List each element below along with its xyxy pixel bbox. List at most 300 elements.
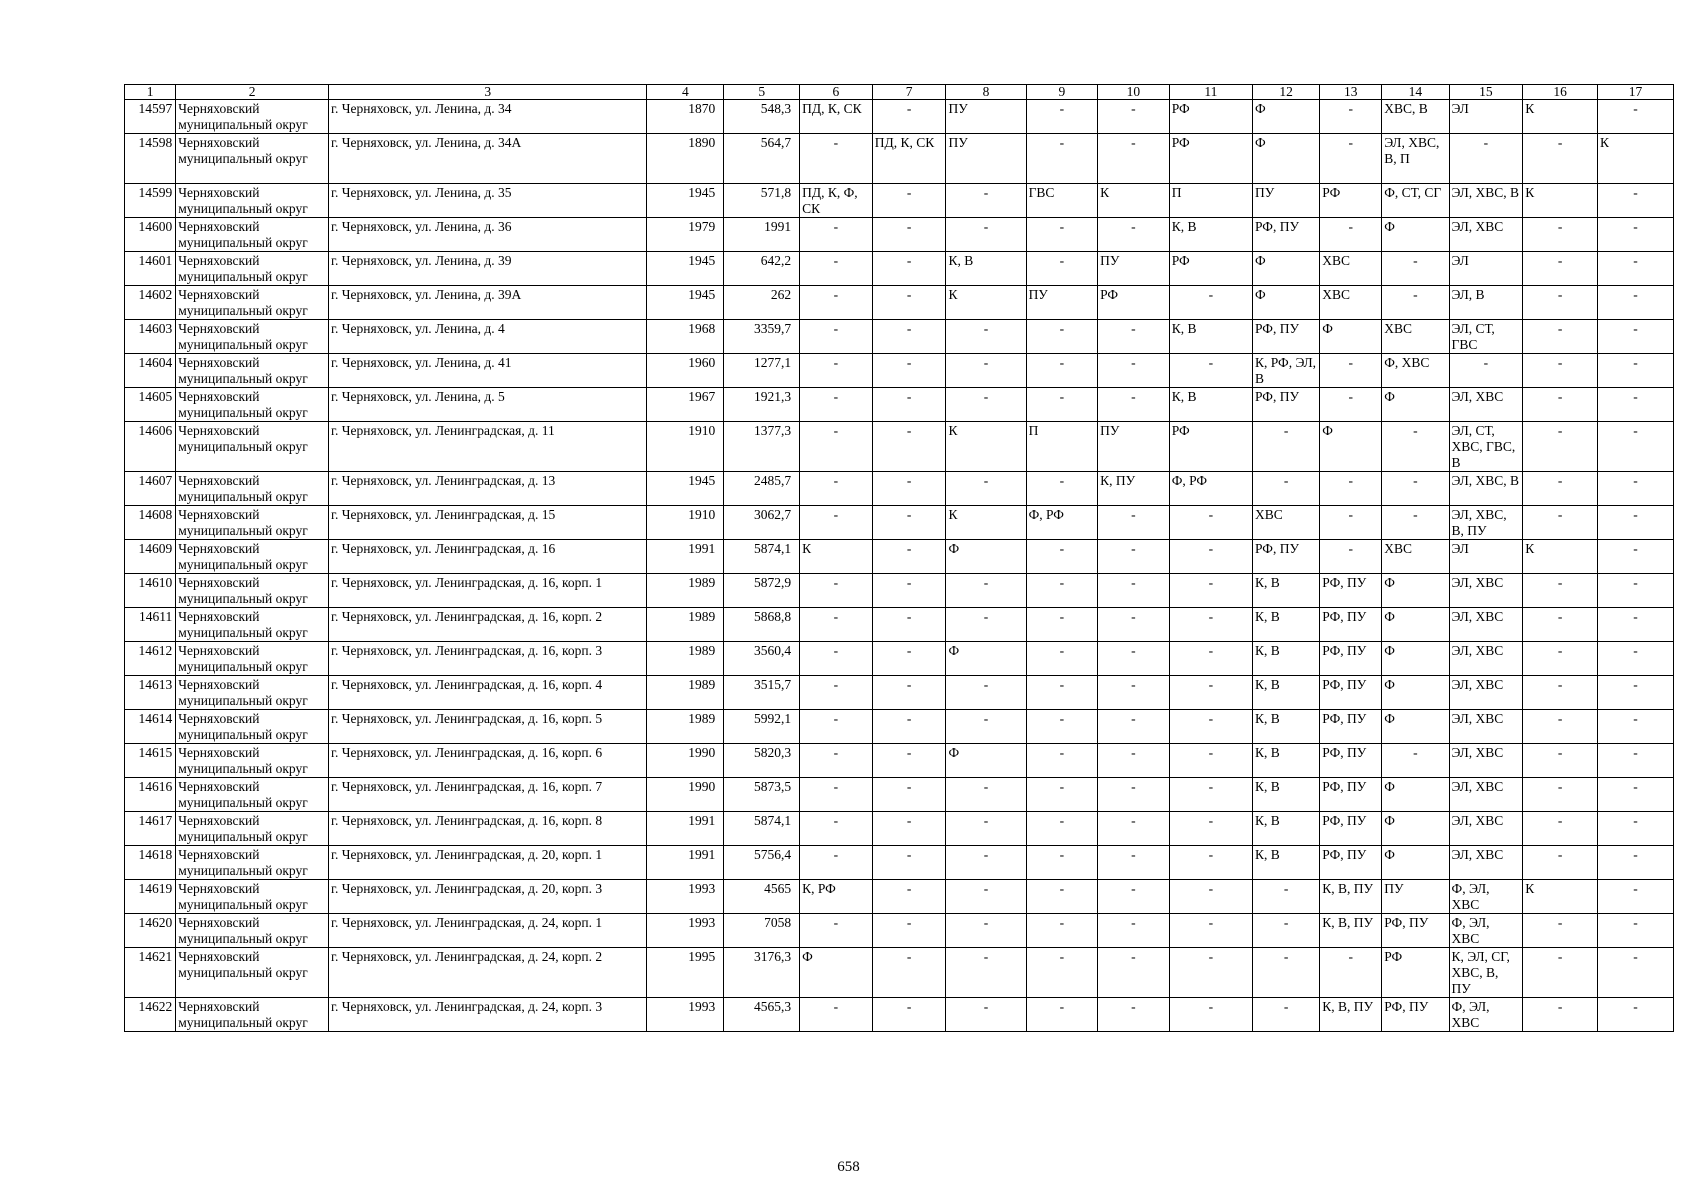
table-cell: - — [946, 846, 1026, 880]
table-cell: - — [800, 134, 873, 184]
table-cell: Черняховский муниципальный округ — [176, 846, 329, 880]
table-cell: - — [1523, 710, 1598, 744]
table-cell: К — [946, 422, 1026, 472]
table-cell: К, В — [1253, 608, 1320, 642]
table-cell: - — [1320, 506, 1382, 540]
table-cell: 5873,5 — [724, 778, 800, 812]
table-cell: Ф — [1382, 676, 1449, 710]
table-cell: - — [1026, 134, 1098, 184]
table-cell: Ф — [1382, 388, 1449, 422]
table-cell: Черняховский муниципальный округ — [176, 100, 329, 134]
table-cell: - — [1098, 134, 1170, 184]
table-cell: К, В — [1169, 388, 1252, 422]
table-cell: - — [872, 218, 946, 252]
table-cell: - — [1523, 846, 1598, 880]
table-cell: К, В — [1169, 218, 1252, 252]
table-cell: - — [1169, 948, 1252, 998]
table-cell: П — [1026, 422, 1098, 472]
table-cell: ХВС — [1382, 540, 1449, 574]
table-cell: - — [1320, 540, 1382, 574]
table-cell: - — [872, 100, 946, 134]
table-cell: - — [1169, 812, 1252, 846]
table-cell: - — [1253, 422, 1320, 472]
table-cell: Черняховский муниципальный округ — [176, 676, 329, 710]
table-cell: РФ — [1169, 134, 1252, 184]
table-cell: - — [800, 320, 873, 354]
table-cell: - — [946, 676, 1026, 710]
table-row — [125, 574, 1674, 608]
table-cell: Черняховский муниципальный округ — [176, 914, 329, 948]
table-cell: 7058 — [724, 914, 800, 948]
table-cell: 1991 — [647, 846, 724, 880]
table-cell: - — [1523, 354, 1598, 388]
table-cell: Ф — [1253, 286, 1320, 320]
table-cell: - — [1523, 422, 1598, 472]
table-cell: - — [1169, 354, 1252, 388]
table-cell: - — [1026, 320, 1098, 354]
table-cell: Ф — [1320, 320, 1382, 354]
table-cell: Ф, ЭЛ, ХВС — [1449, 998, 1523, 1032]
table-cell: - — [872, 506, 946, 540]
table-cell: - — [1598, 778, 1674, 812]
table-cell: 14616 — [125, 778, 176, 812]
table-cell: ПД, К, Ф, СК — [800, 184, 873, 218]
table-cell: 14619 — [125, 880, 176, 914]
table-cell: - — [1382, 506, 1449, 540]
table-cell: ЭЛ, ХВС — [1449, 710, 1523, 744]
table-cell: - — [1098, 320, 1170, 354]
table-cell: - — [1098, 744, 1170, 778]
table-cell: - — [1598, 948, 1674, 998]
table-cell: Черняховский муниципальный округ — [176, 388, 329, 422]
table-cell: Ф, РФ — [1169, 472, 1252, 506]
table-cell: К, В — [1253, 812, 1320, 846]
table-cell: - — [1320, 354, 1382, 388]
table-cell: - — [872, 608, 946, 642]
column-header-17: 17 — [1598, 85, 1674, 100]
table-cell: - — [946, 218, 1026, 252]
table-cell: - — [1598, 744, 1674, 778]
table-cell: 14610 — [125, 574, 176, 608]
table-cell: - — [1598, 218, 1674, 252]
table-cell: - — [1026, 354, 1098, 388]
table-cell: ЭЛ, ХВС — [1449, 812, 1523, 846]
table-cell: К — [1523, 100, 1598, 134]
table-cell: К, ПУ — [1098, 472, 1170, 506]
table-cell: Ф — [1382, 812, 1449, 846]
table-cell: 14617 — [125, 812, 176, 846]
table-cell: - — [1253, 948, 1320, 998]
table-cell: г. Черняховск, ул. Ленина, д. 39 — [329, 252, 647, 286]
table-cell: РФ, ПУ — [1320, 608, 1382, 642]
table-cell: - — [872, 540, 946, 574]
table-cell: г. Черняховск, ул. Ленина, д. 34 — [329, 100, 647, 134]
table-cell: - — [1523, 472, 1598, 506]
table-cell: Ф, ХВС — [1382, 354, 1449, 388]
table-cell: Черняховский муниципальный округ — [176, 778, 329, 812]
table-cell: - — [800, 252, 873, 286]
table-cell: 5756,4 — [724, 846, 800, 880]
table-cell: РФ, ПУ — [1382, 914, 1449, 948]
table-cell: РФ, ПУ — [1320, 846, 1382, 880]
table-cell: - — [1169, 642, 1252, 676]
table-cell: 3515,7 — [724, 676, 800, 710]
column-header-2: 2 — [176, 85, 329, 100]
table-cell: Черняховский муниципальный округ — [176, 998, 329, 1032]
table-cell: - — [1169, 914, 1252, 948]
table-cell: Черняховский муниципальный округ — [176, 608, 329, 642]
table-cell: РФ, ПУ — [1320, 676, 1382, 710]
table-cell: РФ — [1169, 252, 1252, 286]
table-cell: - — [946, 880, 1026, 914]
table-cell: - — [1026, 574, 1098, 608]
table-cell: ЭЛ, ХВС — [1449, 642, 1523, 676]
table-cell: - — [1320, 100, 1382, 134]
table-cell: Ф — [1253, 252, 1320, 286]
table-cell: 1989 — [647, 710, 724, 744]
table-cell: - — [1026, 676, 1098, 710]
table-row — [125, 608, 1674, 642]
table-cell: - — [1320, 134, 1382, 184]
table-cell: - — [1253, 914, 1320, 948]
table-row — [125, 540, 1674, 574]
table-cell: 1989 — [647, 574, 724, 608]
table-cell: 14607 — [125, 472, 176, 506]
table-cell: - — [800, 744, 873, 778]
table-cell: г. Черняховск, ул. Ленинградская, д. 16, корп. 8 — [329, 812, 647, 846]
table-cell: К — [1523, 184, 1598, 218]
table-cell: - — [1598, 286, 1674, 320]
table-cell: - — [1382, 252, 1449, 286]
table-cell: ЭЛ, ХВС, В — [1449, 472, 1523, 506]
table-cell: 1989 — [647, 642, 724, 676]
table-body — [125, 85, 1674, 1032]
table-cell: РФ, ПУ — [1253, 218, 1320, 252]
table-cell: - — [1523, 252, 1598, 286]
table-cell: г. Черняховск, ул. Ленинградская, д. 20, корп. 3 — [329, 880, 647, 914]
table-cell: - — [1253, 472, 1320, 506]
table-cell: - — [1523, 998, 1598, 1032]
table-cell: - — [800, 422, 873, 472]
table-cell: г. Черняховск, ул. Ленинградская, д. 20, корп. 1 — [329, 846, 647, 880]
table-cell: - — [1523, 948, 1598, 998]
table-cell: - — [1523, 388, 1598, 422]
table-cell: ЭЛ, ХВС — [1449, 676, 1523, 710]
table-cell: 1870 — [647, 100, 724, 134]
table-cell: - — [1382, 286, 1449, 320]
table-cell: РФ, ПУ — [1253, 388, 1320, 422]
table-cell: г. Черняховск, ул. Ленинградская, д. 24, корп. 1 — [329, 914, 647, 948]
table-cell: ЭЛ, СТ, ГВС — [1449, 320, 1523, 354]
table-cell: 1377,3 — [724, 422, 800, 472]
table-cell: РФ, ПУ — [1320, 744, 1382, 778]
table-cell: - — [1523, 914, 1598, 948]
table-cell: г. Черняховск, ул. Ленинградская, д. 24, корп. 3 — [329, 998, 647, 1032]
table-row — [125, 676, 1674, 710]
table-cell: 1968 — [647, 320, 724, 354]
table-cell: 1989 — [647, 608, 724, 642]
table-cell: - — [1523, 320, 1598, 354]
table-row — [125, 472, 1674, 506]
table-cell: ХВС — [1382, 320, 1449, 354]
table-cell: РФ, ПУ — [1320, 574, 1382, 608]
table-cell: - — [1598, 914, 1674, 948]
table-cell: - — [1598, 100, 1674, 134]
table-cell: 14604 — [125, 354, 176, 388]
table-cell: - — [1026, 608, 1098, 642]
table-cell: 14609 — [125, 540, 176, 574]
table-cell: 5872,9 — [724, 574, 800, 608]
table-cell: К, В — [1253, 574, 1320, 608]
table-cell: Черняховский муниципальный округ — [176, 422, 329, 472]
table-cell: - — [1098, 998, 1170, 1032]
table-row — [125, 642, 1674, 676]
table-cell: г. Черняховск, ул. Ленинградская, д. 16, корп. 6 — [329, 744, 647, 778]
table-cell: - — [1169, 540, 1252, 574]
table-cell: - — [1253, 998, 1320, 1032]
table-cell: РФ, ПУ — [1320, 710, 1382, 744]
table-cell: ЭЛ, ХВС — [1449, 608, 1523, 642]
table-cell: - — [1382, 422, 1449, 472]
table-cell: - — [800, 574, 873, 608]
table-cell: - — [872, 846, 946, 880]
table-cell: - — [800, 846, 873, 880]
table-row — [125, 744, 1674, 778]
table-cell: 1945 — [647, 472, 724, 506]
table-cell: РФ — [1382, 948, 1449, 998]
table-cell: РФ, ПУ — [1320, 642, 1382, 676]
table-cell: - — [1169, 998, 1252, 1032]
table-cell: 642,2 — [724, 252, 800, 286]
table-cell: 3062,7 — [724, 506, 800, 540]
table-cell: Черняховский муниципальный округ — [176, 218, 329, 252]
table-cell: 14600 — [125, 218, 176, 252]
table-cell: РФ — [1169, 100, 1252, 134]
table-cell: ПУ — [1382, 880, 1449, 914]
table-cell: Ф — [1382, 218, 1449, 252]
table-cell: г. Черняховск, ул. Ленинградская, д. 13 — [329, 472, 647, 506]
page-number: 658 — [837, 1159, 860, 1175]
table-cell: К, РФ, ЭЛ, В — [1253, 354, 1320, 388]
table-cell: ЭЛ, ХВС, В — [1449, 184, 1523, 218]
table-cell: - — [1026, 812, 1098, 846]
table-cell: - — [1098, 676, 1170, 710]
table-row — [125, 184, 1674, 218]
table-cell: - — [1098, 642, 1170, 676]
table-cell: - — [872, 642, 946, 676]
table-cell: РФ — [1098, 286, 1170, 320]
table-cell: П — [1169, 184, 1252, 218]
table-cell: - — [1253, 880, 1320, 914]
table-cell: - — [946, 320, 1026, 354]
table-cell: - — [872, 574, 946, 608]
table-cell: К, В — [946, 252, 1026, 286]
table-cell: - — [1523, 286, 1598, 320]
table-cell: Черняховский муниципальный округ — [176, 642, 329, 676]
table-cell: - — [1026, 778, 1098, 812]
register-table — [124, 84, 1674, 1032]
table-cell: 1921,3 — [724, 388, 800, 422]
table-cell: - — [1169, 846, 1252, 880]
table-cell: - — [1098, 540, 1170, 574]
table-cell: - — [1598, 574, 1674, 608]
table-cell: Ф — [1382, 846, 1449, 880]
table-row — [125, 252, 1674, 286]
column-header-6: 6 — [800, 85, 873, 100]
header-row — [125, 85, 1674, 100]
table-cell: Ф, ЭЛ, ХВС — [1449, 914, 1523, 948]
table-cell: г. Черняховск, ул. Ленина, д. 41 — [329, 354, 647, 388]
table-cell: - — [1523, 778, 1598, 812]
table-cell: Черняховский муниципальный округ — [176, 506, 329, 540]
table-cell: 3560,4 — [724, 642, 800, 676]
table-cell: ПУ — [946, 100, 1026, 134]
table-cell: 14608 — [125, 506, 176, 540]
table-cell: 1979 — [647, 218, 724, 252]
table-cell: ПУ — [1253, 184, 1320, 218]
table-cell: Черняховский муниципальный округ — [176, 252, 329, 286]
table-cell: Черняховский муниципальный округ — [176, 880, 329, 914]
table-cell: 3176,3 — [724, 948, 800, 998]
table-cell: - — [872, 948, 946, 998]
table-cell: - — [1598, 252, 1674, 286]
table-cell: Ф — [946, 744, 1026, 778]
table-cell: - — [800, 812, 873, 846]
table-cell: ЭЛ — [1449, 540, 1523, 574]
table-cell: - — [1026, 914, 1098, 948]
table-row — [125, 134, 1674, 184]
table-cell: Ф, ЭЛ, ХВС — [1449, 880, 1523, 914]
table-row — [125, 778, 1674, 812]
table-cell: 3359,7 — [724, 320, 800, 354]
table-cell: - — [1098, 354, 1170, 388]
column-header-7: 7 — [872, 85, 946, 100]
table-cell: 14614 — [125, 710, 176, 744]
table-row — [125, 354, 1674, 388]
table-cell: 14622 — [125, 998, 176, 1032]
table-cell: - — [1523, 608, 1598, 642]
table-row — [125, 846, 1674, 880]
table-cell: - — [1026, 642, 1098, 676]
table-cell: К, В — [1253, 744, 1320, 778]
table-cell: ПУ — [1098, 422, 1170, 472]
table-cell: 571,8 — [724, 184, 800, 218]
table-cell: - — [946, 388, 1026, 422]
table-row — [125, 422, 1674, 472]
table-cell: - — [872, 286, 946, 320]
table-cell: - — [1598, 354, 1674, 388]
table-cell: ПУ — [1098, 252, 1170, 286]
table-cell: - — [800, 642, 873, 676]
table-cell: - — [1169, 744, 1252, 778]
table-cell: ЭЛ, ХВС — [1449, 388, 1523, 422]
table-cell: К, В — [1253, 642, 1320, 676]
table-cell: ЭЛ, ХВС — [1449, 218, 1523, 252]
table-cell: - — [1523, 574, 1598, 608]
table-cell: ЭЛ — [1449, 252, 1523, 286]
table-cell: - — [800, 218, 873, 252]
table-cell: - — [946, 472, 1026, 506]
table-cell: Ф — [1382, 574, 1449, 608]
table-cell: - — [946, 354, 1026, 388]
table-cell: г. Черняховск, ул. Ленинградская, д. 15 — [329, 506, 647, 540]
table-cell: - — [946, 608, 1026, 642]
table-cell: ЭЛ, ХВС — [1449, 846, 1523, 880]
table-cell: 1990 — [647, 778, 724, 812]
table-cell: Черняховский муниципальный округ — [176, 574, 329, 608]
table-cell: Черняховский муниципальный округ — [176, 948, 329, 998]
table-cell: - — [1598, 846, 1674, 880]
table-cell: - — [1598, 472, 1674, 506]
table-cell: - — [800, 286, 873, 320]
table-cell: - — [946, 184, 1026, 218]
table-cell: г. Черняховск, ул. Ленина, д. 39А — [329, 286, 647, 320]
table-cell: - — [1026, 100, 1098, 134]
table-cell: ПУ — [946, 134, 1026, 184]
table-cell: - — [946, 998, 1026, 1032]
table-cell: - — [1098, 388, 1170, 422]
table-cell: - — [800, 676, 873, 710]
table-cell: 5868,8 — [724, 608, 800, 642]
table-cell: ЭЛ, СТ, ХВС, ГВС, В — [1449, 422, 1523, 472]
table-cell: г. Черняховск, ул. Ленина, д. 36 — [329, 218, 647, 252]
table-cell: - — [1026, 948, 1098, 998]
table-cell: - — [1449, 134, 1523, 184]
column-header-4: 4 — [647, 85, 724, 100]
table-cell: - — [1026, 880, 1098, 914]
table-cell: Черняховский муниципальный округ — [176, 540, 329, 574]
table-cell: 14615 — [125, 744, 176, 778]
table-cell: 14605 — [125, 388, 176, 422]
table-cell: - — [800, 506, 873, 540]
table-cell: - — [1598, 710, 1674, 744]
table-cell: 14601 — [125, 252, 176, 286]
table-cell: ПУ — [1026, 286, 1098, 320]
table-cell: 1995 — [647, 948, 724, 998]
table-cell: - — [1169, 710, 1252, 744]
table-cell: 1991 — [647, 812, 724, 846]
table-cell: РФ — [1169, 422, 1252, 472]
table-cell: РФ, ПУ — [1320, 812, 1382, 846]
table-cell: 14599 — [125, 184, 176, 218]
table-row — [125, 388, 1674, 422]
table-cell: К, В, ПУ — [1320, 998, 1382, 1032]
table-row — [125, 998, 1674, 1032]
table-cell: 4565 — [724, 880, 800, 914]
table-cell: - — [1523, 812, 1598, 846]
table-cell: - — [1098, 914, 1170, 948]
table-cell: - — [800, 710, 873, 744]
column-header-15: 15 — [1449, 85, 1523, 100]
table-cell: г. Черняховск, ул. Ленинградская, д. 16, корп. 5 — [329, 710, 647, 744]
table-cell: 14603 — [125, 320, 176, 354]
table-cell: - — [1598, 812, 1674, 846]
table-cell: - — [1098, 608, 1170, 642]
column-header-13: 13 — [1320, 85, 1382, 100]
table-cell: - — [800, 472, 873, 506]
table-cell: - — [1098, 880, 1170, 914]
table-cell: - — [1382, 744, 1449, 778]
table-cell: - — [946, 948, 1026, 998]
table-cell: ХВС — [1253, 506, 1320, 540]
table-cell: 14598 — [125, 134, 176, 184]
table-cell: - — [1169, 676, 1252, 710]
table-cell: ЭЛ, ХВС — [1449, 744, 1523, 778]
table-cell: - — [1098, 100, 1170, 134]
table-cell: 5874,1 — [724, 540, 800, 574]
table-row — [125, 286, 1674, 320]
table-cell: - — [1598, 642, 1674, 676]
